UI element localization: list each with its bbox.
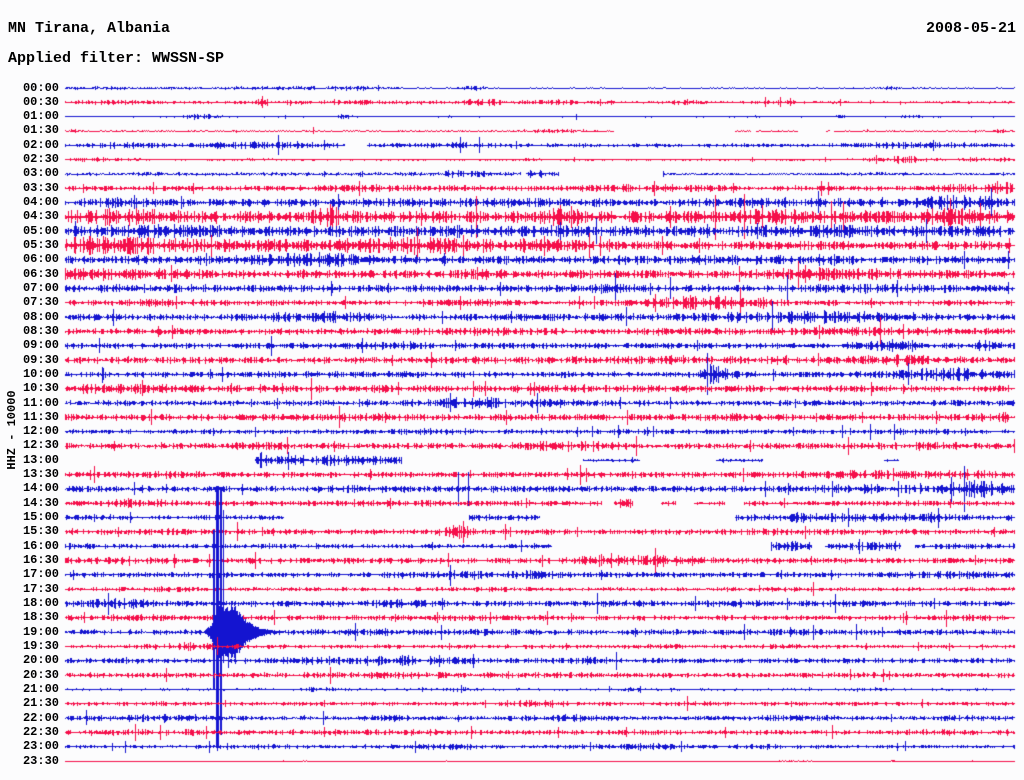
time-label: 06:00 — [22, 252, 59, 267]
applied-filter-label: Applied filter: WWSSN-SP — [8, 50, 225, 67]
time-label: 22:30 — [22, 724, 59, 739]
time-label: 22:00 — [22, 710, 59, 725]
time-label: 20:30 — [22, 667, 59, 682]
time-label: 14:30 — [22, 495, 59, 510]
time-label: 12:00 — [22, 424, 59, 439]
time-label: 02:30 — [22, 152, 59, 167]
time-label: 04:00 — [22, 195, 59, 210]
time-label: 13:00 — [22, 452, 59, 467]
time-label: 09:00 — [22, 338, 59, 353]
time-label: 18:00 — [22, 595, 59, 610]
time-label: 18:30 — [22, 610, 59, 625]
time-label: 23:00 — [22, 739, 59, 754]
time-label: 03:30 — [22, 180, 59, 195]
time-label: 00:30 — [22, 94, 59, 109]
time-label: 13:30 — [22, 467, 59, 482]
time-label: 05:30 — [22, 238, 59, 252]
time-label: 21:30 — [22, 696, 59, 711]
time-label: 16:30 — [22, 553, 59, 568]
time-label: 07:30 — [22, 295, 59, 310]
time-label: 17:30 — [22, 581, 59, 596]
time-label: 21:00 — [22, 681, 59, 696]
time-label: 04:30 — [22, 209, 59, 224]
time-label: 02:00 — [22, 137, 59, 152]
time-label: 05:00 — [22, 223, 59, 238]
time-label: 06:30 — [22, 266, 59, 281]
time-label: 12:30 — [22, 438, 59, 453]
time-label: 03:00 — [22, 166, 59, 181]
time-label: 10:00 — [22, 366, 59, 381]
time-label: 07:00 — [22, 280, 59, 295]
time-label: 11:00 — [22, 395, 59, 410]
time-label: 08:00 — [22, 309, 59, 324]
time-label: 19:30 — [22, 638, 59, 653]
station-title: MN Tirana, Albania — [8, 20, 171, 37]
time-label: 01:00 — [22, 109, 59, 124]
time-label: 17:00 — [22, 567, 59, 582]
time-label: 14:00 — [22, 481, 59, 496]
date-label: 2008-05-21 — [925, 20, 1016, 37]
time-label: 20:00 — [22, 653, 59, 668]
time-label: 08:30 — [22, 323, 59, 338]
time-label: 15:00 — [22, 510, 59, 525]
time-label: 09:30 — [22, 352, 59, 367]
time-label: 16:00 — [22, 538, 59, 553]
time-label: 23:30 — [22, 753, 59, 768]
time-label: 11:30 — [22, 409, 59, 424]
time-label: 00:00 — [22, 80, 59, 95]
time-label: 10:30 — [22, 381, 59, 396]
time-label: 15:30 — [22, 524, 59, 539]
channel-scale-label: HHZ - 10000 — [5, 390, 19, 470]
time-label: 19:00 — [22, 624, 59, 639]
time-label: 01:30 — [22, 123, 59, 138]
